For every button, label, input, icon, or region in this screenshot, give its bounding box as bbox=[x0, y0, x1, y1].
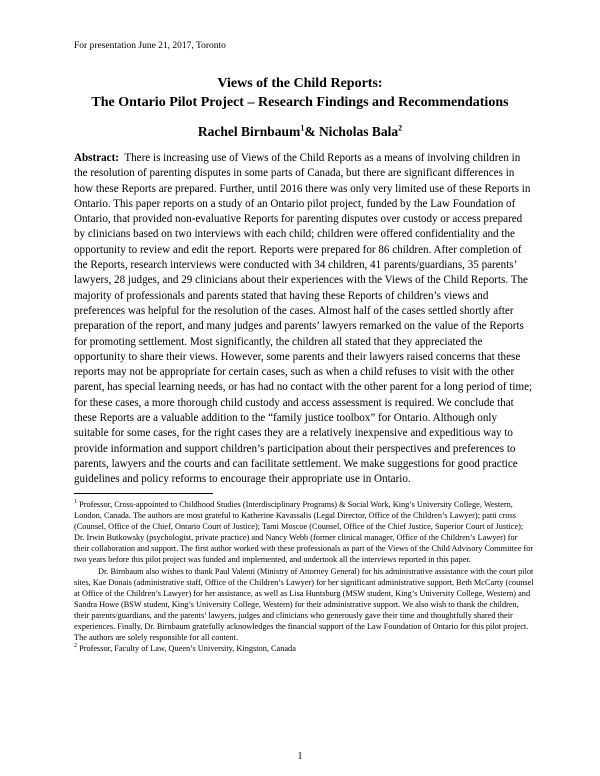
abstract-paragraph bbox=[74, 151, 534, 488]
author-separator: & bbox=[304, 124, 319, 139]
footnote-1-marker: 1 bbox=[74, 499, 77, 506]
title-line-1: Views of the Child Reports: bbox=[217, 76, 383, 91]
paper-title bbox=[60, 74, 540, 112]
page-number: 1 bbox=[297, 751, 303, 762]
footnote-separator bbox=[74, 493, 213, 494]
footnote-1-continued: Dr. Birnbaum also wishes to thank Paul Valenti (Ministry of Attorney General) for his administrative assistance with the court pilot sites, Kae Donais (administrative staff, Office of the Children’s Lawyer) for her significant administrative support, Beth McCarty (counsel at Office of the Children’s Lawyer) for her assistance, as well as Lisa Huntsburg (MSW student, King’s University College, Western) and Sandra Howe (BSW student, King’s University College, Western) for their administrative support. We also wish to thank the children, their parents/guardians, and the parents’ lawyers, judges and clinicians who generously gave their time and thoughtfully shared their experiences. Finally, Dr. Birnbaum gratefully acknowledges the financial support of the Law Foundation of Ontario for this pilot project. The authors are solely responsible for all content. bbox=[74, 566, 534, 643]
abstract-text: There is increasing use of Views of the Child Reports as a means of involving children in the resolution of parenting disputes in some parts of Canada, but there are significant differences in how these Reports are prepared. Further, until 2016 there was only very limited use of these Reports in Ontario. This paper reports on a study of an Ontario pilot project, funded by the Law Foundation of Ontario, that provided non-evaluative Reports for parenting disputes over custody or access prepared by clinicians based on two interviews with each child; children were offered confidentiality and the opportunity to review and edit the report. Reports were prepared for 86 children. After completion of the Reports, research interviews were conducted with 34 children, 41 parents/guardians, 35 parents’ lawyers, 28 judges, and 29 clinicians about their experiences with the Views of the Child Reports. The majority of professionals and parents stated that having these Reports of children’s views and preferences was helpful for the resolution of the cases. Almost half of the cases settled shortly after preparation of the report, and many judges and parents’ lawyers remarked on the value of the Reports for promoting settlement. Most significantly, the children all stated that they appreciated the opportunity to share their views. However, some parents and their lawyers raised concerns that these reports may not be appropriate for certain cases, such as when a child refuses to visit with the other parent, has special learning needs, or has had no contact with the other parent for a long period of time; for these cases, a more thorough child custody and access assessment is required. We conclude that these Reports are a valuable addition to the “family justice toolbox” for Ontario. Although only suitable for some cases, for the right cases they are a relatively inexpensive and expeditious way to provide information and support children’s participation about their perspectives and preferences to parents, lawyers and the courts and can facilitate settlement. We make suggestions for good practice guidelines and policy reforms to encourage their appropriate use in Ontario. bbox=[74, 152, 533, 486]
footnote-1-text: Professor, Cross-appointed to Childhood Studies (Interdisciplinary Programs) & Social Work, King’s University College, Western, London, Canada. The authors are most grateful to Katherine Kavassalis (Legal Director, Office of the Children’s Lawyer); patti cross (Counsel, Office of the Chief, Ontario Court of Justice); Tami Moscoe (Counsel, Office of the Chief Justice, Superior Court of Justice); Dr. Irwin Butkowsky (psychologist, private practice) and Nancy Webb (former clinical manager, Office of the Children’s Lawyer) for their collaboration and support. The first author worked with these professionals as part of the Views of the Child Advisory Committee for two years before this pilot project was funded and implemented, and undertook all the interviews reported in this paper. bbox=[74, 500, 534, 565]
author-bala: Nicholas Bala bbox=[318, 124, 399, 139]
footnote-marker-2: 2 bbox=[398, 123, 403, 133]
footnote-2-text: Professor, Faculty of Law, Queen’s University, Kingston, Canada bbox=[79, 644, 296, 654]
presentation-note: For presentation June 21, 2017, Toronto bbox=[74, 41, 226, 51]
footnote-2 bbox=[74, 643, 534, 654]
footnotes-section bbox=[74, 499, 534, 654]
author-line bbox=[60, 123, 540, 141]
title-line-2: The Ontario Pilot Project – Research Findings and Recommendations bbox=[91, 95, 509, 110]
abstract-label: Abstract: bbox=[74, 152, 119, 164]
footnote-1 bbox=[74, 499, 534, 566]
footnote-marker-1: 1 bbox=[300, 123, 305, 133]
footnote-2-marker: 2 bbox=[74, 643, 77, 650]
author-birnbaum: Rachel Birnbaum bbox=[197, 124, 301, 139]
